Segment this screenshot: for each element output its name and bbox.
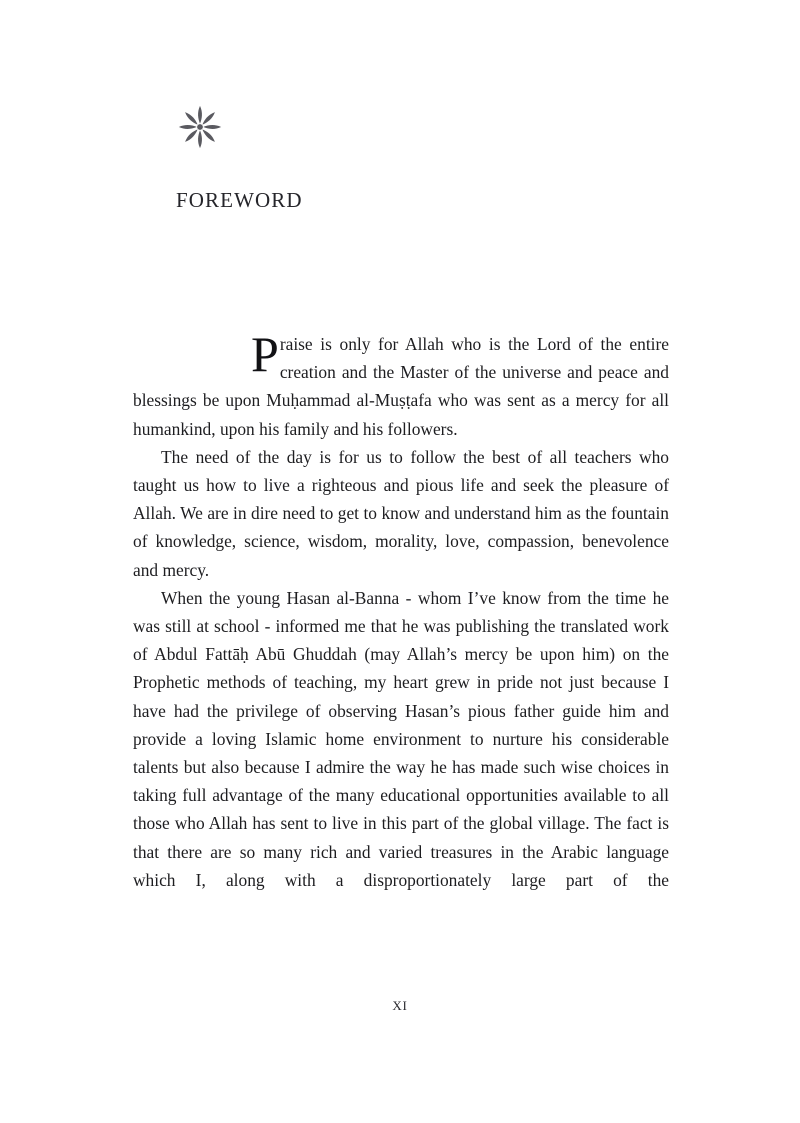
paragraph-1-text: raise is only for Allah who is the Lord of the entire creation and the Master of the universe and peace and blessings be upon Muḥammad al-Muṣṭafa who was sent as a mercy for all humankind, upon his family and his followers. [133,334,669,439]
eight-petal-flower-ornament-icon [176,103,224,151]
paragraph-1 [133,326,669,443]
page-number: XI [392,998,408,1013]
drop-cap: P [251,326,279,382]
paragraph-3: When the young Hasan al-Banna - whom I’ve know from the time he was still at school - informed me that he was publishing the translated work of Abdul Fattāḥ Abū Ghuddah (may Allah’s mercy be upon him) on the Prophetic methods of teaching, my heart grew in pride not just because I have had the privilege of observing Hasan’s pious father guide him and provide a loving Islamic home environment to nurture his considerable talents but also because I admire the way he has made such wise choices in taking full advantage of the many educational opportunities available to all those who Allah has sent to live in this part of the global village. The fact is that there are so many rich and varied treasures in the Arabic language which I, along with a disproportionately large part of the [133,587,669,890]
body-text [133,326,669,922]
page-title: FOREWORD [176,188,303,213]
paragraph-2: The need of the day is for us to follow the best of all teachers who taught us how to live a righteous and pious life and seek the pleasure of Allah. We are in dire need to get to know and understand him as the fountain of knowledge, science, wisdom, morality, love, compassion, benevolence and mercy. [133,446,669,580]
